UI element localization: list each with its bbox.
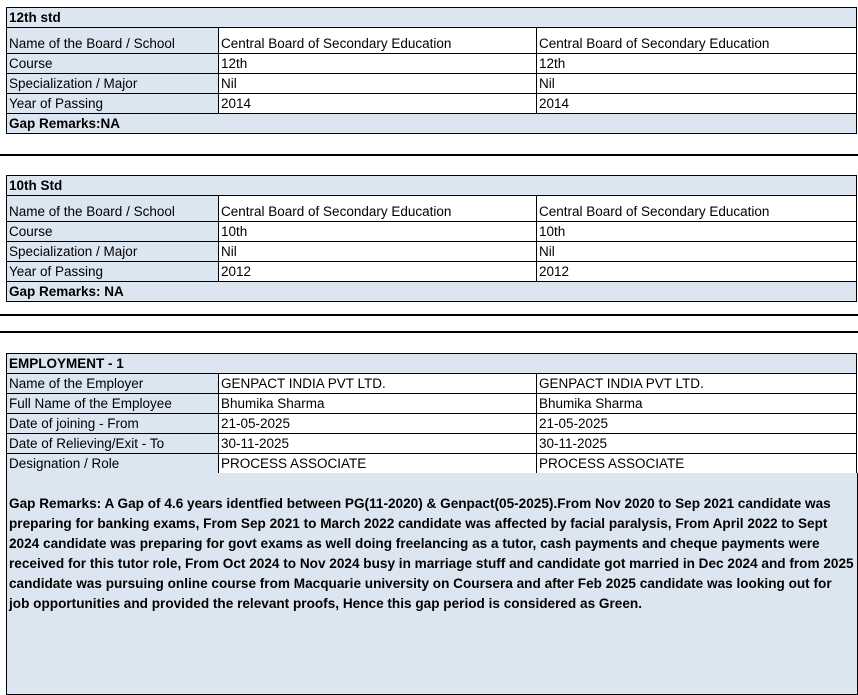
candidate-value: Nil bbox=[219, 74, 537, 94]
verified-value: Nil bbox=[537, 74, 857, 94]
verified-value: PROCESS ASSOCIATE bbox=[537, 454, 857, 474]
table-row bbox=[7, 414, 857, 434]
row-label: Year of Passing bbox=[7, 262, 219, 282]
verified-value: 10th bbox=[537, 222, 857, 242]
table-row bbox=[7, 434, 857, 454]
row-label: Date of Relieving/Exit - To bbox=[7, 434, 219, 454]
education-12th-table bbox=[6, 7, 857, 134]
gap-remarks: Gap Remarks: NA bbox=[7, 282, 857, 302]
table-row bbox=[7, 54, 857, 74]
verified-value: GENPACT INDIA PVT LTD. bbox=[537, 374, 857, 394]
candidate-value: 12th bbox=[219, 54, 537, 74]
row-label: Name of the Board / School bbox=[7, 196, 219, 222]
candidate-value: 21-05-2025 bbox=[219, 414, 537, 434]
row-label: Designation / Role bbox=[7, 454, 219, 474]
candidate-value: 2012 bbox=[219, 262, 537, 282]
table-row bbox=[7, 94, 857, 114]
row-label: Name of the Board / School bbox=[7, 28, 219, 54]
section-divider bbox=[0, 314, 858, 316]
table-row bbox=[7, 74, 857, 94]
section-title: 12th std bbox=[7, 8, 857, 28]
table-row bbox=[7, 454, 857, 474]
table-row bbox=[7, 196, 857, 222]
verified-value: 2014 bbox=[537, 94, 857, 114]
gap-remarks: Gap Remarks:NA bbox=[7, 114, 857, 134]
section-divider bbox=[0, 154, 858, 156]
section-title: EMPLOYMENT - 1 bbox=[7, 354, 857, 374]
row-label: Specialization / Major bbox=[7, 74, 219, 94]
table-row bbox=[7, 242, 857, 262]
candidate-value: 10th bbox=[219, 222, 537, 242]
verified-value: Bhumika Sharma bbox=[537, 394, 857, 414]
row-label: Year of Passing bbox=[7, 94, 219, 114]
section-title: 10th Std bbox=[7, 176, 857, 196]
row-label: Course bbox=[7, 54, 219, 74]
candidate-value: Nil bbox=[219, 242, 537, 262]
candidate-value: PROCESS ASSOCIATE bbox=[219, 454, 537, 474]
education-10th-table bbox=[6, 175, 857, 302]
row-label: Date of joining - From bbox=[7, 414, 219, 434]
verified-value: 21-05-2025 bbox=[537, 414, 857, 434]
verified-value: Central Board of Secondary Education bbox=[537, 28, 857, 54]
verified-value: Central Board of Secondary Education bbox=[537, 196, 857, 222]
employment-gap-remarks: Gap Remarks: A Gap of 4.6 years identfied between PG(11-2020) & Genpact(05-2025).From Nov 2020 to Sep 2021 candidate was preparing for banking exams, From Sep 2021 to March 2022 candidate was affected by facial paralysis, From April 2022 to Sept 2024 candidate was preparing for govt exams as well doing freelancing as a tutor, cash payments and cheque payments were received for this tutor role, From Oct 2024 to Nov 2024 busy in marriage stuff and candidate got married in Dec 2024 and from 2025 candidate was pursuing online course from Macquarie university on Coursera and after Feb 2025 candidate was looking out for job opportunities and provided the relevant proofs, Hence this gap period is considered as Green. bbox=[6, 473, 858, 695]
row-label: Name of the Employer bbox=[7, 374, 219, 394]
section-divider bbox=[0, 331, 858, 333]
verified-value: 30-11-2025 bbox=[537, 434, 857, 454]
verified-value: 2012 bbox=[537, 262, 857, 282]
candidate-value: 30-11-2025 bbox=[219, 434, 537, 454]
employment-table bbox=[6, 353, 857, 474]
verified-value: Nil bbox=[537, 242, 857, 262]
table-row bbox=[7, 374, 857, 394]
table-row bbox=[7, 262, 857, 282]
row-label: Full Name of the Employee bbox=[7, 394, 219, 414]
candidate-value: GENPACT INDIA PVT LTD. bbox=[219, 374, 537, 394]
table-row bbox=[7, 222, 857, 242]
candidate-value: 2014 bbox=[219, 94, 537, 114]
candidate-value: Central Board of Secondary Education bbox=[219, 28, 537, 54]
verified-value: 12th bbox=[537, 54, 857, 74]
table-row bbox=[7, 28, 857, 54]
table-row bbox=[7, 394, 857, 414]
candidate-value: Central Board of Secondary Education bbox=[219, 196, 537, 222]
row-label: Course bbox=[7, 222, 219, 242]
candidate-value: Bhumika Sharma bbox=[219, 394, 537, 414]
row-label: Specialization / Major bbox=[7, 242, 219, 262]
